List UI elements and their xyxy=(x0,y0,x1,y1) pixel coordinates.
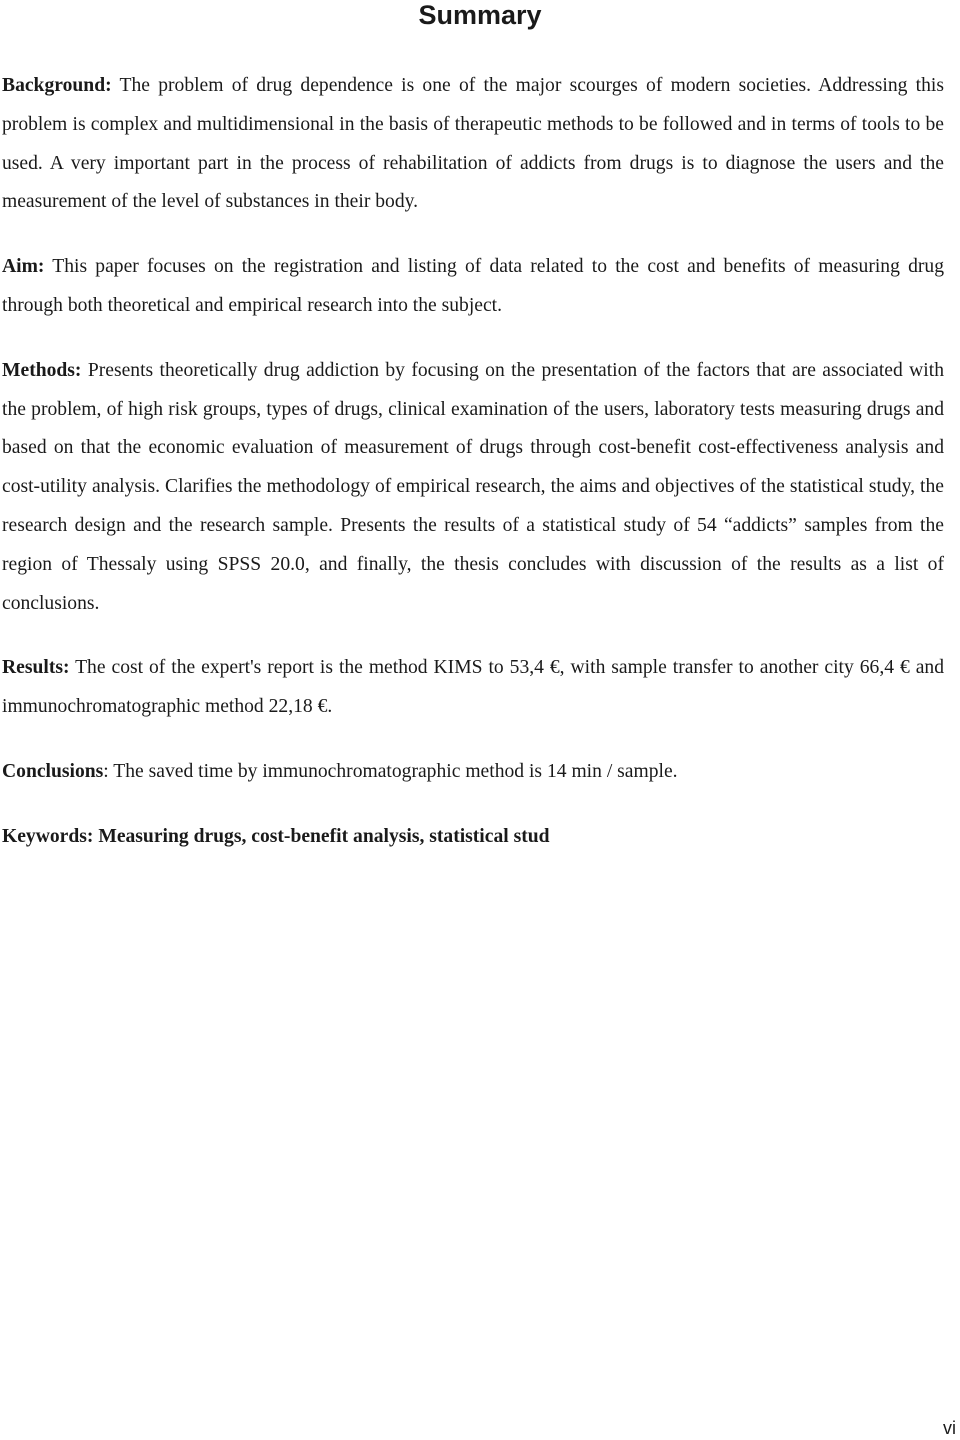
conclusions-paragraph xyxy=(2,753,944,792)
aim-label: Aim: xyxy=(2,256,45,278)
keywords-paragraph: Keywords: Measuring drugs, cost-benefit analysis, statistical stud xyxy=(2,825,550,847)
page-title: Summary xyxy=(418,0,542,30)
background-paragraph xyxy=(2,67,944,222)
conclusions-text: : The saved time by immunochromatographic method is 14 min / sample. xyxy=(103,760,678,782)
summary-body xyxy=(2,67,944,857)
methods-label: Methods: xyxy=(2,359,82,381)
results-label: Results: xyxy=(2,657,70,679)
results-paragraph xyxy=(2,649,944,727)
page-number: vi xyxy=(943,1418,956,1438)
background-label: Background: xyxy=(2,75,112,96)
conclusions-label: Conclusions xyxy=(2,760,104,782)
methods-text: Presents theoretically drug addiction by focusing on the presentation of the factors that are associated with the problem, of high risk groups, types of drugs, clinical examination of the users, laboratory tests measuring drugs and based on that the economic evaluation of measurement of drugs through cost-benefit cost-effectiveness analysis and cost-utility analysis. Clarifies the methodology of empirical research, the aims and objectives of the statistical study, the research design and the research sample. Presents the results of a statistical study of 54 “addicts” samples from the region of Thessaly using SPSS 20.0, and finally, the thesis concludes with discussion of the results as a list of conclusions. xyxy=(2,359,944,614)
aim-text: This paper focuses on the registration and listing of data related to the cost and benefits of measuring drug through both theoretical and empirical research into the subject. xyxy=(2,256,944,316)
background-text: The problem of drug dependence is one of the major scourges of modern societies. Addressing this problem is complex and multidimensional in the basis of therapeutic methods to be followed and in terms of tools to be used. A very important part in the process of rehabilitation of addicts from drugs is to diagnose the users and the measurement of the level of substances in their body. xyxy=(2,75,944,213)
aim-paragraph xyxy=(2,248,944,326)
methods-paragraph xyxy=(2,352,944,624)
results-text: The cost of the expert's report is the method KIMS to 53,4 €, with sample transfer to another city 66,4 € and immunochromatographic method 22,18 €. xyxy=(2,657,944,718)
